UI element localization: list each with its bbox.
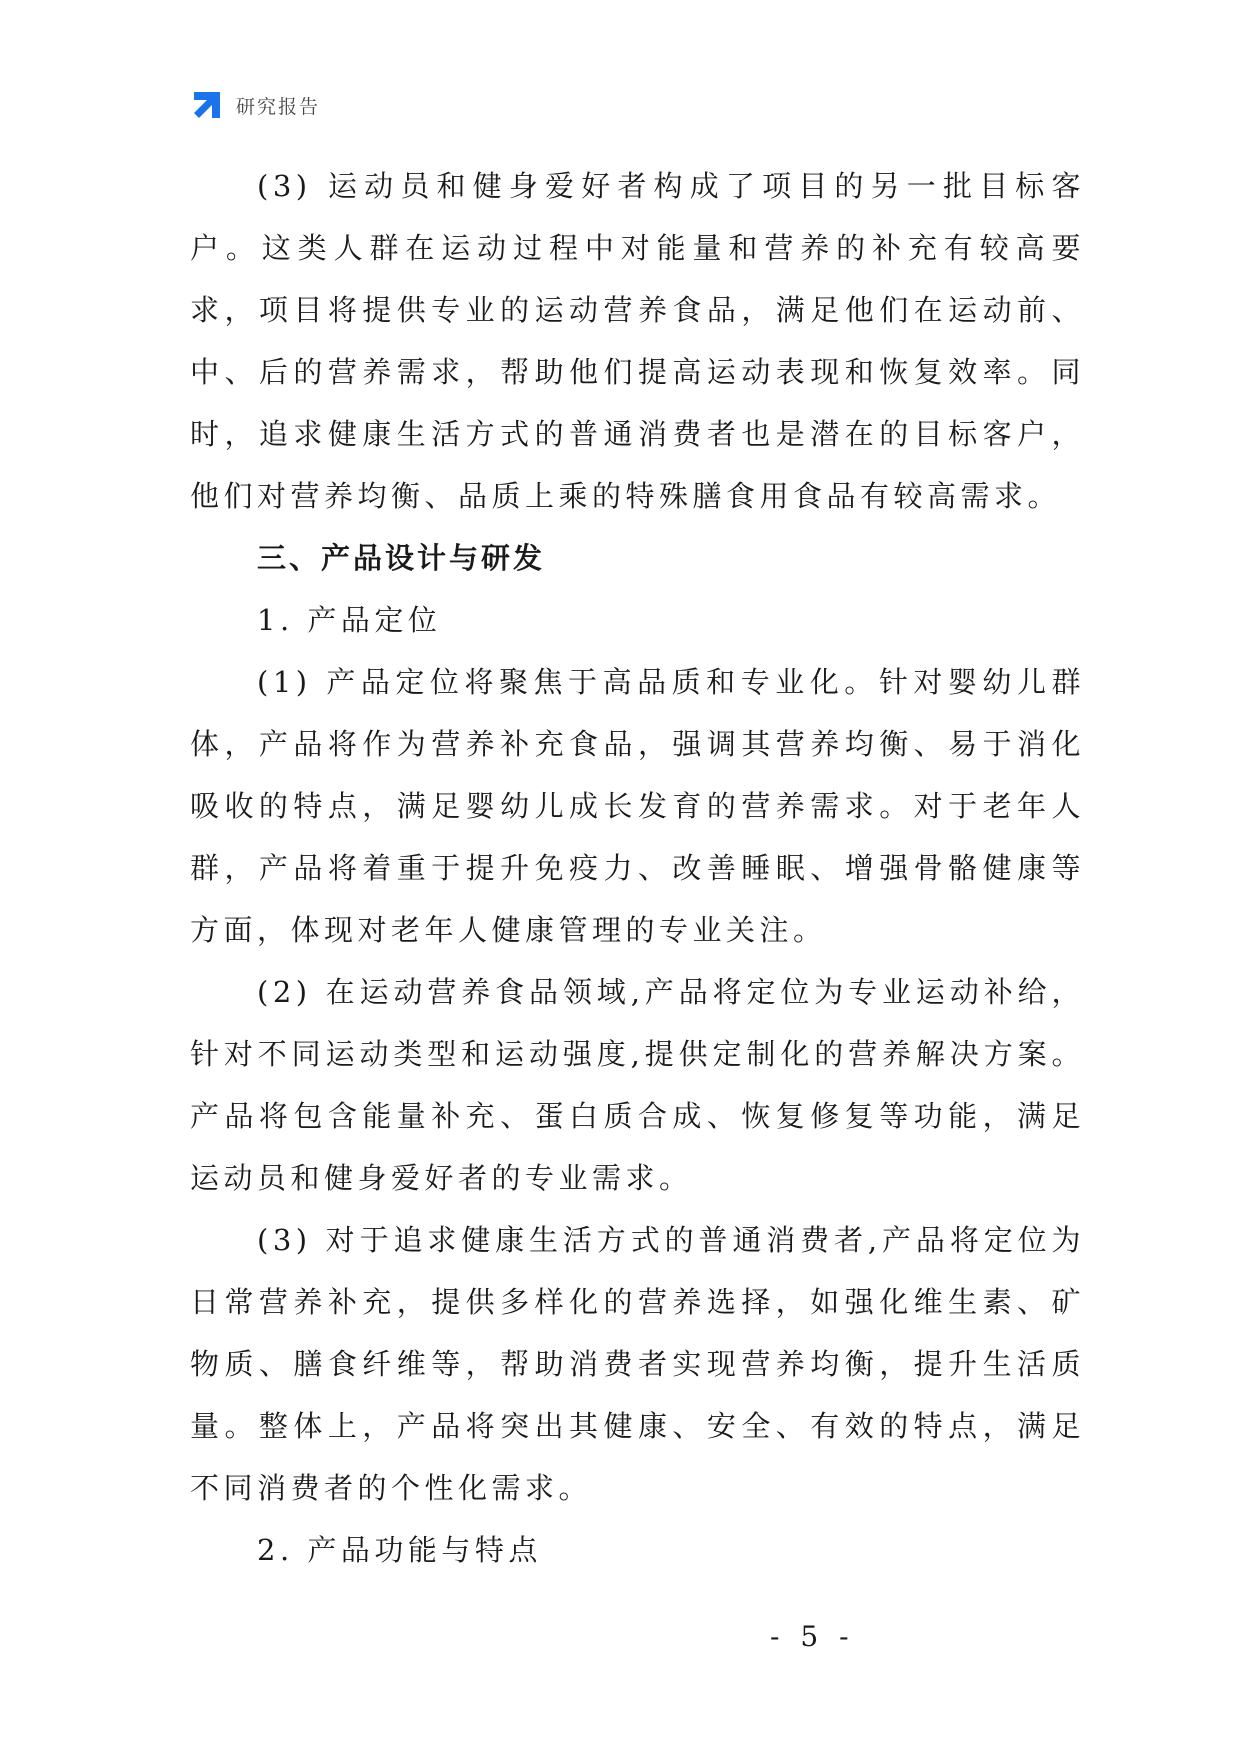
paragraph-target-athletes: (3) 运动员和健身爱好者构成了项目的另一批目标客户。这类人群在运动过程中对能量和营养的补充有较高要求，项目将提供专业的运动营养食品，满足他们在运动前、中、后的营养需求，帮助他们提高运动表现和恢复效率。同时，追求健康生活方式的普通消费者也是潜在的目标客户，他们对营养均衡、品质上乘的特殊膳食用食品有较高需求。 bbox=[190, 169, 1085, 513]
subheading-product-positioning: 1. 产品定位 bbox=[257, 603, 442, 637]
subheading-product-features: 2. 产品功能与特点 bbox=[257, 1533, 542, 1567]
header-title: 研究报告 bbox=[236, 95, 321, 118]
page-number: - 5 - bbox=[770, 1620, 855, 1653]
document-body bbox=[190, 155, 1085, 1581]
arrow-logo-icon bbox=[190, 88, 224, 122]
paragraph-positioning-1: (1) 产品定位将聚焦于高品质和专业化。针对婴幼儿群体，产品将作为营养补充食品，强调其营养均衡、易于消化吸收的特点，满足婴幼儿成长发育的营养需求。对于老年人群，产品将着重于提升免疫力、改善睡眠、增强骨骼健康等方面，体现对老年人健康管理的专业关注。 bbox=[190, 665, 1085, 947]
paragraph-positioning-2: (2) 在运动营养食品领域,产品将定位为专业运动补给，针对不同运动类型和运动强度,提供定制化的营养解决方案。产品将包含能量补充、蛋白质合成、恢复修复等功能，满足运动员和健身爱好者的专业需求。 bbox=[190, 975, 1085, 1195]
section-heading-product-design: 三、产品设计与研发 bbox=[257, 541, 546, 575]
paragraph-positioning-3: (3) 对于追求健康生活方式的普通消费者,产品将定位为日常营养补充，提供多样化的营养选择，如强化维生素、矿物质、膳食纤维等，帮助消费者实现营养均衡，提升生活质量。整体上，产品将突出其健康、安全、有效的特点，满足不同消费者的个性化需求。 bbox=[190, 1223, 1085, 1505]
page-header bbox=[190, 88, 320, 122]
